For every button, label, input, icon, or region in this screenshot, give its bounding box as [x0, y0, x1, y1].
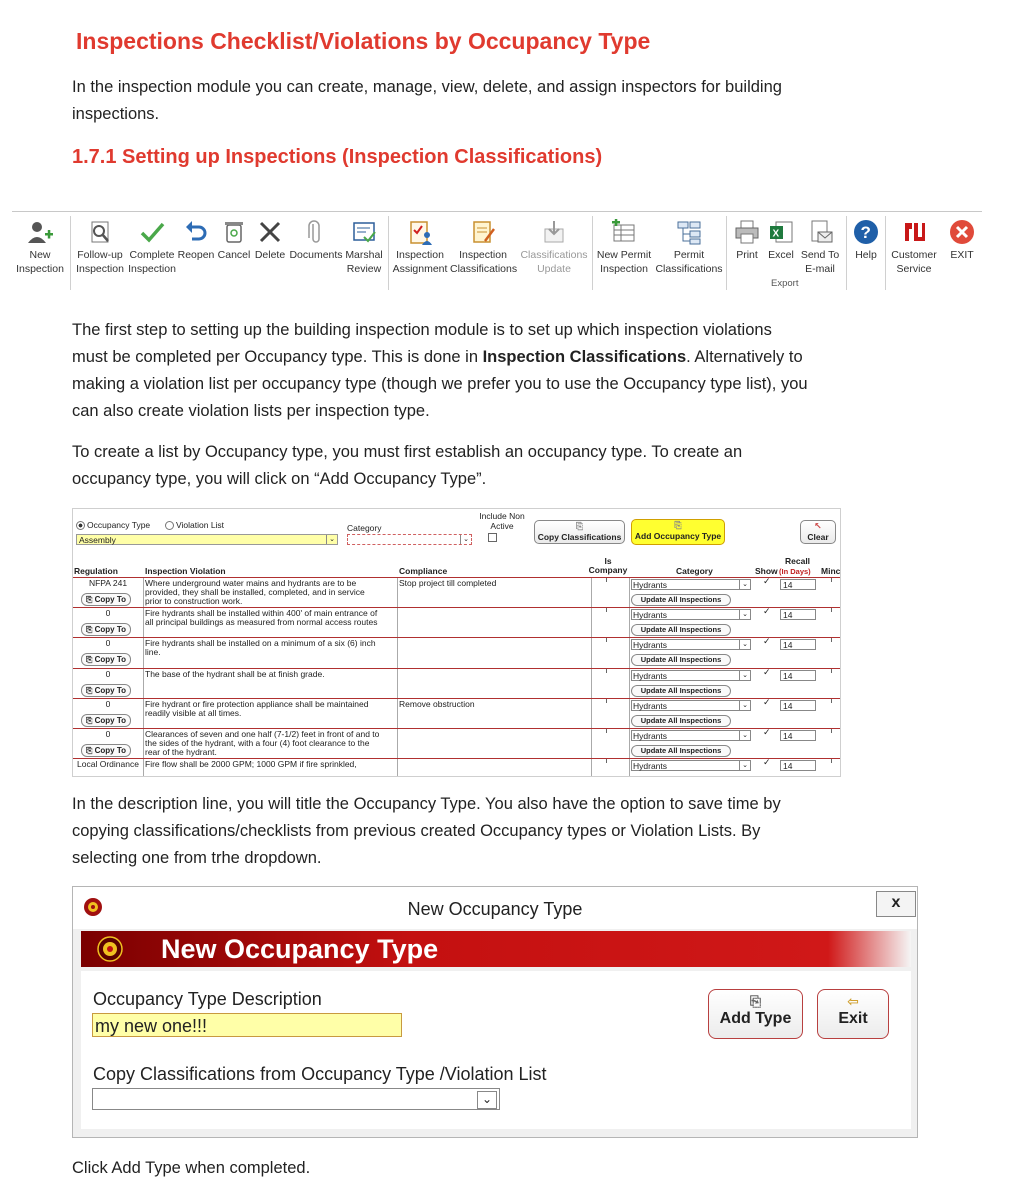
new-occupancy-type-dialog	[72, 886, 918, 1138]
table-add-icon	[594, 216, 654, 248]
is-company-checkbox[interactable]	[606, 759, 607, 763]
minc-checkbox[interactable]	[831, 699, 832, 703]
category-select[interactable]	[631, 670, 751, 681]
add-occupancy-type-button[interactable]: ⎘ Add Occupancy Type	[631, 519, 725, 545]
regulation-cell: NFPA 241	[88, 578, 128, 588]
chevron-down-icon: ⌄	[739, 580, 750, 589]
inspection-classifications-button[interactable]: Inspection Classifications	[450, 216, 516, 276]
include-non-active-checkbox[interactable]	[488, 533, 497, 542]
exit-dialog-button[interactable]: ⇦ Exit	[817, 989, 889, 1039]
copy-to-label: Copy To	[94, 655, 127, 664]
category-header: Category	[676, 566, 713, 576]
copy-classifications-button[interactable]: ⎘ Copy Classifications	[534, 520, 625, 544]
recall-days-input[interactable]: 14	[780, 700, 816, 711]
recall-days-input[interactable]: 14	[780, 609, 816, 620]
update-all-inspections-button[interactable]: Update All Inspections	[631, 685, 731, 697]
dialog-close-button[interactable]	[876, 891, 916, 917]
violation-line: Fire hydrant or fire protection appliance shall be maintained	[145, 699, 369, 709]
regulation-cell: 0	[105, 729, 111, 739]
new-inspection-button[interactable]: New Inspection	[12, 216, 68, 276]
clipboard-person-icon	[390, 216, 450, 248]
violation-line: Fire hydrants shall be installed on a minimum of a six (6) inch	[145, 638, 376, 648]
print-button[interactable]: Print	[730, 216, 764, 262]
inspection-classifications-emphasis: Inspection Classifications	[482, 348, 687, 366]
regulation-cell: 0	[105, 608, 111, 618]
is-company-checkbox[interactable]	[606, 608, 607, 612]
excel-button[interactable]: X Excel	[764, 216, 798, 262]
exit-door-icon: ⇦	[847, 993, 859, 1009]
occupancy-type-radio[interactable]: Occupancy Type	[76, 521, 150, 530]
copy-to-button[interactable]	[81, 623, 131, 636]
description-label: Occupancy Type Description	[93, 989, 322, 1009]
category-value: Hydrants	[633, 640, 668, 650]
category-select[interactable]	[631, 730, 751, 741]
delete-button[interactable]: Delete	[252, 216, 288, 262]
close-icon: x	[891, 894, 901, 911]
customer-service-button[interactable]: Customer Service	[887, 216, 941, 276]
category-select[interactable]	[631, 609, 751, 620]
chevron-down-icon: ⌄	[739, 671, 750, 680]
review-icon	[342, 216, 386, 248]
category-value: Hydrants	[633, 731, 668, 741]
documents-button[interactable]: Documents	[288, 216, 344, 262]
body-paragraph-2: To create a list by Occupancy type, you must first establish an occupancy type. To create an occupancy type, you will click on “Add Occupancy Type”.	[72, 443, 743, 488]
violation-line: The base of the hydrant shall be at finish grade.	[145, 669, 325, 679]
dialog-banner	[81, 931, 911, 967]
show-checkbox[interactable]: ✓	[763, 667, 771, 677]
printer-icon	[730, 216, 764, 248]
compliance-cell: Stop project till completed	[399, 578, 497, 588]
paperclip-icon	[288, 216, 344, 248]
description-input[interactable]: my new one!!!	[92, 1013, 402, 1037]
add-type-button[interactable]: ⎘ Add Type	[708, 989, 803, 1039]
help-button[interactable]: ? Help	[848, 216, 884, 262]
copy-from-select[interactable]	[92, 1088, 500, 1110]
magnifier-doc-icon	[72, 216, 128, 248]
violation-line: line.	[145, 647, 161, 657]
violation-line: rear of the hydrant.	[145, 747, 217, 757]
category-select[interactable]	[631, 760, 751, 771]
update-all-inspections-button[interactable]: Update All Inspections	[631, 594, 731, 606]
copy-icon: ⎘	[85, 716, 95, 725]
reopen-button[interactable]: Reopen	[176, 216, 216, 262]
show-checkbox[interactable]: ✓	[763, 606, 771, 616]
violation-line: all principal buildings as measured from normal access routes	[145, 617, 378, 627]
classifications-update-button[interactable]: Classifications Update	[516, 216, 592, 276]
dialog-banner-title: New Occupancy Type	[161, 934, 439, 964]
page-title: Inspections Checklist/Violations by Occupancy Type	[76, 28, 651, 54]
recall-days-input[interactable]: 14	[780, 579, 816, 590]
copy-to-button[interactable]	[81, 714, 131, 727]
minc-checkbox[interactable]	[831, 578, 832, 582]
update-all-inspections-button[interactable]: Update All Inspections	[631, 745, 731, 757]
is-company-checkbox[interactable]	[606, 729, 607, 733]
add-doc-icon: ⎘	[674, 520, 682, 530]
chevron-down-icon: ⌄	[460, 535, 471, 544]
follow-up-inspection-button[interactable]: Follow-up Inspection	[72, 216, 128, 276]
copy-icon: ⎘	[85, 595, 95, 604]
category-filter-select[interactable]	[347, 534, 472, 545]
violation-line: Fire flow shall be 2000 GPM; 1000 GPM if fire sprinkled,	[145, 759, 357, 769]
undo-arrow-icon	[176, 216, 216, 248]
category-select[interactable]	[631, 639, 751, 650]
chevron-down-icon: ⌄	[326, 535, 337, 544]
fire-badge-icon	[97, 936, 123, 962]
body-paragraph-1: The first step to setting up the building inspection module is to set up which inspection violations must be completed per Occupancy type. This is done in Inspection Classifications. Alternatively to making a violation list per occupancy type (though we prefer you to use the Occupancy type list), you can also create violation lists per inspection type.	[72, 321, 808, 420]
recall-header: Recall	[785, 556, 811, 566]
clear-button[interactable]: ↖ Clear	[800, 520, 836, 544]
copy-icon: ⎘	[85, 625, 95, 634]
include-non-active-label: Include Non Active	[479, 511, 525, 531]
copy-to-label: Copy To	[94, 686, 127, 695]
copy-icon: ⎘	[85, 746, 95, 755]
complete-inspection-button[interactable]: Complete Inspection	[126, 216, 178, 276]
add-doc-icon: ⎘	[749, 993, 762, 1009]
regulation-cell: Local Ordinance	[77, 759, 139, 769]
clear-icon: ↖	[814, 521, 822, 531]
regulation-cell: 0	[105, 669, 111, 679]
chevron-down-icon: ⌄	[739, 731, 750, 740]
svg-text:X: X	[772, 228, 780, 240]
category-value: Hydrants	[633, 580, 668, 590]
chevron-down-icon: ⌄	[739, 761, 750, 770]
minc-header: Minc	[821, 566, 841, 576]
dialog-window-title: New Occupancy Type	[407, 899, 583, 919]
is-company-checkbox[interactable]	[606, 578, 607, 582]
intro-paragraph: In the inspection module you can create, manage, view, delete, and assign inspectors for building inspections.	[72, 78, 782, 123]
regulation-cell: 0	[105, 699, 111, 709]
update-all-inspections-button[interactable]: Update All Inspections	[631, 654, 731, 666]
occupancy-type-select[interactable]: Assembly ⌄	[76, 534, 338, 545]
export-group-label: Export	[771, 278, 799, 289]
show-header: Show	[755, 566, 778, 576]
hierarchy-icon	[654, 216, 724, 248]
chevron-down-icon: ⌄	[739, 701, 750, 710]
recycle-bin-icon	[216, 216, 252, 248]
cancel-button[interactable]: Cancel	[216, 216, 252, 262]
email-doc-icon	[798, 216, 842, 248]
copy-icon: ⎘	[575, 521, 584, 531]
permit-classifications-button[interactable]: Permit Classifications	[654, 216, 724, 276]
minc-checkbox[interactable]	[831, 608, 832, 612]
compliance-cell: Remove obstruction	[399, 699, 475, 709]
violation-line: prior to construction work.	[145, 596, 243, 606]
in-days-header: (In Days)	[779, 567, 811, 576]
is-company-header: Is Company	[588, 556, 628, 575]
minc-checkbox[interactable]	[831, 638, 832, 642]
recall-days-input[interactable]: 14	[780, 730, 816, 741]
new-permit-inspection-button[interactable]: New Permit Inspection	[594, 216, 654, 276]
copy-to-button[interactable]	[81, 593, 131, 606]
violation-line: the sides of the hydrant, with a four (4) foot clearance to the	[145, 738, 370, 748]
copy-to-label: Copy To	[94, 746, 127, 755]
chevron-down-icon: ⌄	[739, 640, 750, 649]
update-all-inspections-button[interactable]: Update All Inspections	[631, 624, 731, 636]
show-checkbox[interactable]: ✓	[763, 727, 771, 737]
category-value: Hydrants	[633, 671, 668, 681]
excel-icon	[764, 216, 798, 248]
show-checkbox[interactable]: ✓	[763, 576, 771, 586]
copy-classifications-label: Copy Classifications from Occupancy Type /Violation List	[93, 1064, 547, 1084]
violation-line: Where underground water mains and hydrants are to be	[145, 578, 357, 588]
marshal-review-button[interactable]: Marshal Review	[342, 216, 386, 276]
copy-to-button[interactable]	[81, 684, 131, 697]
inspection-toolbar	[12, 211, 982, 292]
category-label: Category	[347, 523, 382, 533]
category-value: Hydrants	[633, 761, 668, 771]
violation-header: Inspection Violation	[145, 566, 226, 576]
support-logo-icon	[887, 216, 941, 248]
svg-text:?: ?	[860, 223, 871, 242]
recall-days-input[interactable]: 14	[780, 639, 816, 650]
recall-days-input[interactable]: 14	[780, 760, 816, 771]
classifications-grid-screenshot	[72, 508, 841, 777]
category-select[interactable]	[631, 700, 751, 711]
is-company-checkbox[interactable]	[606, 669, 607, 673]
checkmark-icon	[126, 216, 178, 248]
recall-days-input[interactable]: 14	[780, 670, 816, 681]
copy-icon: ⎘	[85, 686, 95, 695]
show-checkbox[interactable]: ✓	[763, 697, 771, 707]
compliance-header: Compliance	[399, 566, 448, 576]
show-checkbox[interactable]: ✓	[763, 636, 771, 646]
copy-icon: ⎘	[85, 655, 95, 664]
violation-line: provided, they shall be installed, completed, and in service	[145, 587, 365, 597]
update-all-inspections-button[interactable]: Update All Inspections	[631, 715, 731, 727]
closing-paragraph: Click Add Type when completed.	[72, 1159, 311, 1177]
inspection-assignment-button[interactable]: Inspection Assignment	[390, 216, 450, 276]
person-add-icon	[12, 216, 68, 248]
category-select[interactable]	[631, 579, 751, 590]
violation-line: readily visible at all times.	[145, 708, 242, 718]
violation-list-radio[interactable]: Violation List	[165, 521, 224, 530]
minc-checkbox[interactable]	[831, 729, 832, 733]
classify-icon	[450, 216, 516, 248]
regulation-header: Regulation	[74, 566, 118, 576]
download-tray-icon	[516, 216, 592, 248]
violation-line: Clearances of seven and one half (7-1/2) feet in front of and to	[145, 729, 380, 739]
category-value: Hydrants	[633, 610, 668, 620]
send-to-email-button[interactable]: Send To E-mail	[798, 216, 842, 276]
minc-checkbox[interactable]	[831, 759, 832, 763]
regulation-cell: 0	[105, 638, 111, 648]
is-company-checkbox[interactable]	[606, 699, 607, 703]
body-paragraph-3: In the description line, you will title the Occupancy Type. You also have the option to save time by copying classifications/checklists from previous created Occupancy types or Violation Lists. By selecting one from trhe dropdown.	[72, 795, 781, 867]
dialog-titlebar	[73, 887, 917, 929]
is-company-checkbox[interactable]	[606, 638, 607, 642]
copy-to-label: Copy To	[94, 716, 127, 725]
section-heading: 1.7.1 Setting up Inspections (Inspection Classifications)	[72, 146, 603, 168]
chevron-down-icon: ⌄	[739, 610, 750, 619]
category-value: Hydrants	[633, 701, 668, 711]
copy-to-label: Copy To	[94, 625, 127, 634]
exit-button[interactable]: EXIT	[944, 216, 980, 262]
question-icon	[848, 216, 884, 248]
chevron-down-icon: ⌄	[477, 1091, 497, 1109]
close-circle-icon	[944, 216, 980, 248]
dialog-body	[81, 971, 911, 1129]
copy-to-button[interactable]	[81, 653, 131, 666]
minc-checkbox[interactable]	[831, 669, 832, 673]
x-icon	[252, 216, 288, 248]
copy-to-button[interactable]	[81, 744, 131, 757]
show-checkbox[interactable]: ✓	[763, 757, 771, 767]
copy-to-label: Copy To	[94, 595, 127, 604]
violation-line: Fire hydrants shall be installed within 400' of main entrance of	[145, 608, 378, 618]
